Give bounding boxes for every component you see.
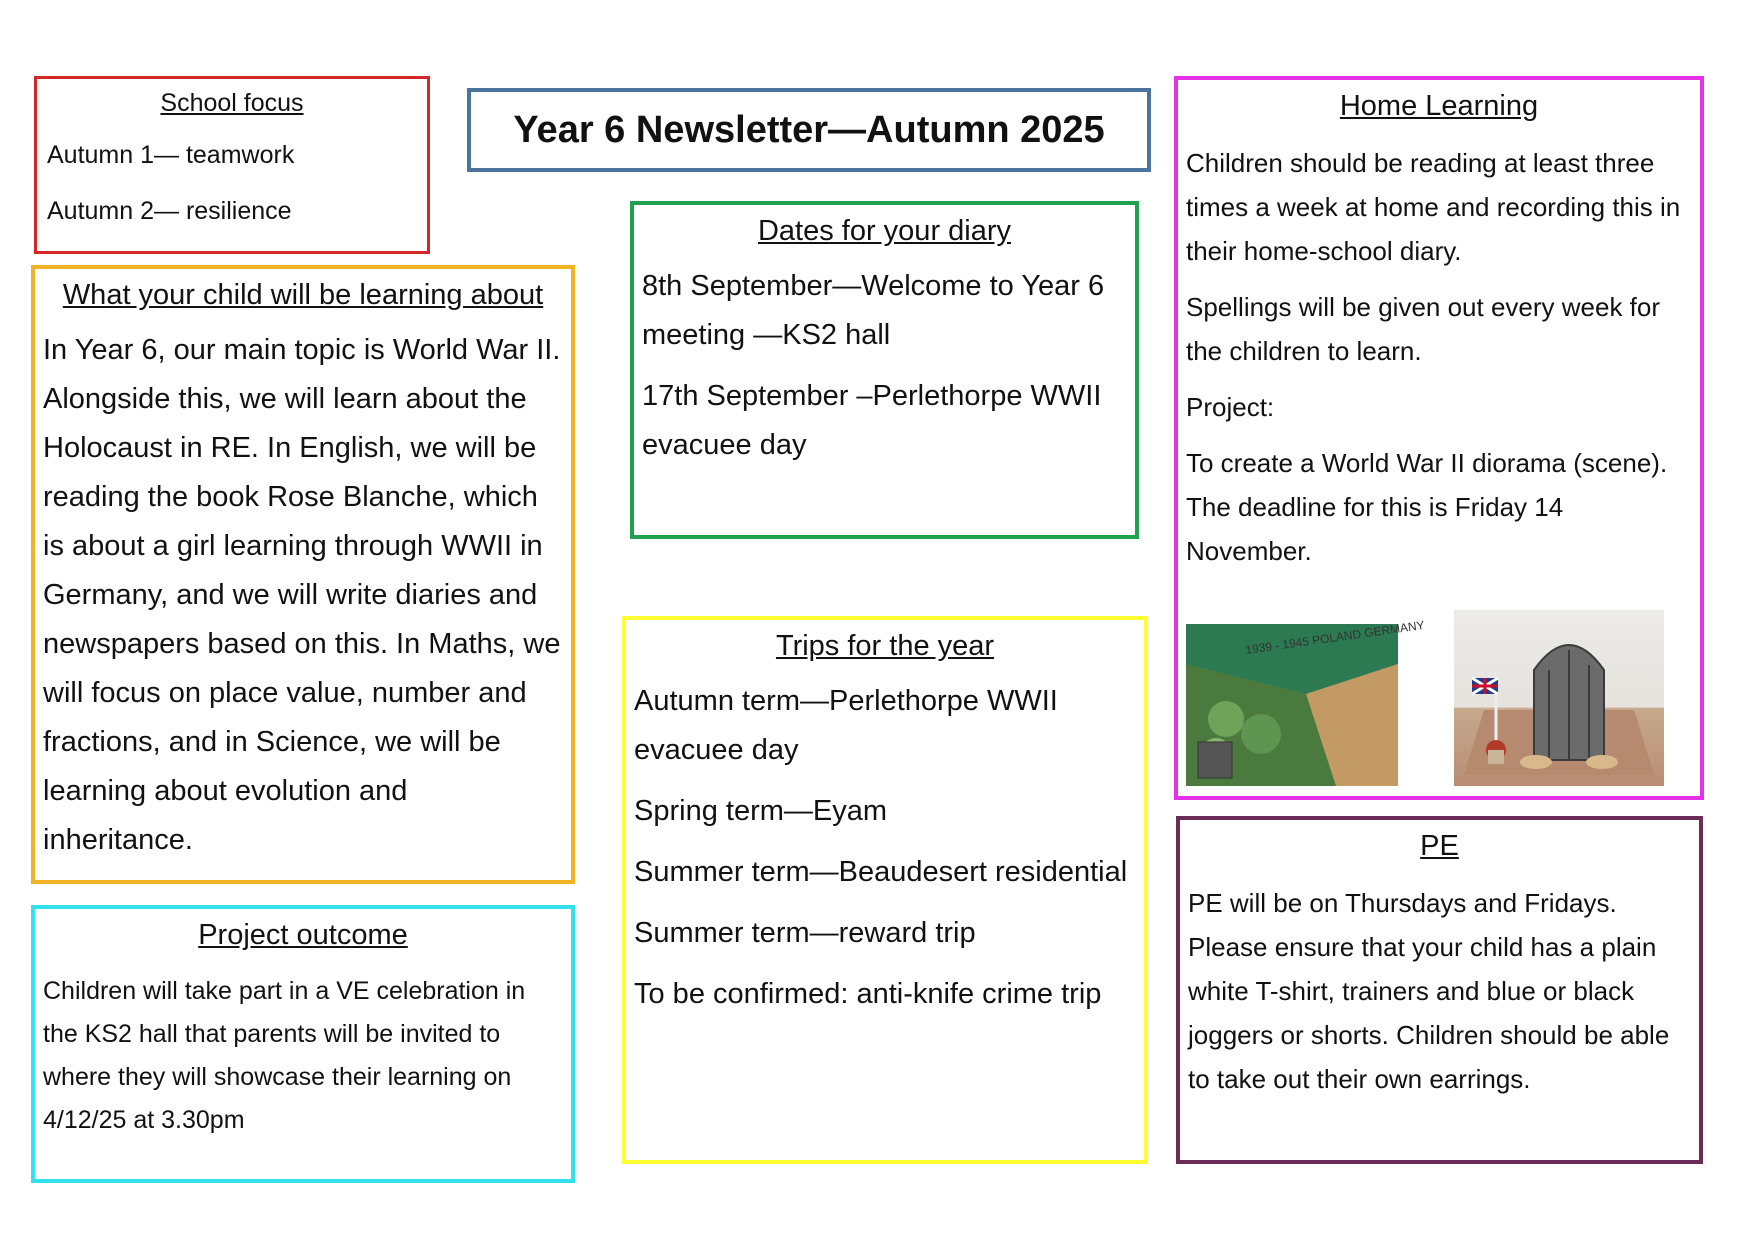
diorama-trench-illustration bbox=[1186, 617, 1426, 786]
date-item: 8th September—Welcome to Year 6 meeting —KS2 hall bbox=[642, 270, 1105, 351]
home-learning-heading: Home Learning bbox=[1339, 90, 1539, 122]
project-outcome-heading: Project outcome bbox=[198, 919, 408, 951]
newsletter-title-box bbox=[467, 88, 1151, 172]
home-learning-reading: Children should be reading at least three times a week at home and recording this in their home-school diary. bbox=[1186, 148, 1681, 266]
pe-heading: PE bbox=[1420, 830, 1459, 862]
learning-box bbox=[31, 265, 575, 884]
trips-box bbox=[622, 616, 1148, 1164]
trip-item: Autumn term—Perlethorpe WWII evacuee day bbox=[634, 685, 1058, 766]
learning-body: In Year 6, our main topic is World War II. Alongside this, we will learn about the Holocaust in RE. In English, we will be reading the book Rose Blanche, which is about a girl learning through WWII in Germany, and we will write diaries and newspapers based on this. In Maths, we will focus on place value, number and fractions, and in Science, we will be learning about evolution and inheritance. bbox=[43, 334, 561, 856]
school-focus-heading: School focus bbox=[160, 89, 304, 117]
diorama-photo-shelter bbox=[1454, 610, 1664, 786]
dates-heading: Dates for your diary bbox=[757, 215, 1012, 247]
school-focus-autumn1: Autumn 1— teamwork bbox=[47, 141, 295, 169]
dates-box bbox=[630, 201, 1139, 539]
trip-item: Summer term—reward trip bbox=[634, 917, 976, 949]
project-outcome-body: Children will take part in a VE celebration in the KS2 hall that parents will be invited to where they will showcase their learning on 4/12/25 at 3.30pm bbox=[43, 977, 526, 1134]
trip-item: To be confirmed: anti-knife crime trip bbox=[634, 978, 1102, 1010]
diorama-label: 1939 - 1945 POLAND GERMANY bbox=[1244, 617, 1426, 657]
diorama-photo-trench bbox=[1186, 617, 1426, 786]
trips-heading: Trips for the year bbox=[775, 630, 995, 662]
trip-item: Summer term—Beaudesert residential bbox=[634, 856, 1128, 888]
pe-box bbox=[1176, 816, 1703, 1164]
newsletter-title: Year 6 Newsletter—Autumn 2025 bbox=[513, 108, 1105, 151]
pe-body: PE will be on Thursdays and Fridays. Please ensure that your child has a plain white T-shirt, trainers and blue or black joggers or shorts. Children should be able to take out their own earrings. bbox=[1188, 888, 1670, 1094]
home-learning-box bbox=[1174, 76, 1704, 800]
school-focus-box bbox=[34, 76, 430, 254]
school-focus-autumn2: Autumn 2— resilience bbox=[47, 197, 292, 225]
home-learning-project-label: Project: bbox=[1186, 392, 1275, 422]
learning-heading: What your child will be learning about bbox=[62, 279, 544, 311]
trip-item: Spring term—Eyam bbox=[634, 795, 888, 827]
project-outcome-box bbox=[31, 905, 575, 1183]
diorama-shelter-illustration bbox=[1454, 610, 1664, 786]
date-item: 17th September –Perlethorpe WWII evacuee day bbox=[642, 380, 1102, 461]
home-learning-project-desc: To create a World War II diorama (scene). The deadline for this is Friday 14 November. bbox=[1186, 448, 1668, 566]
home-learning-spellings: Spellings will be given out every week for the children to learn. bbox=[1186, 292, 1661, 366]
